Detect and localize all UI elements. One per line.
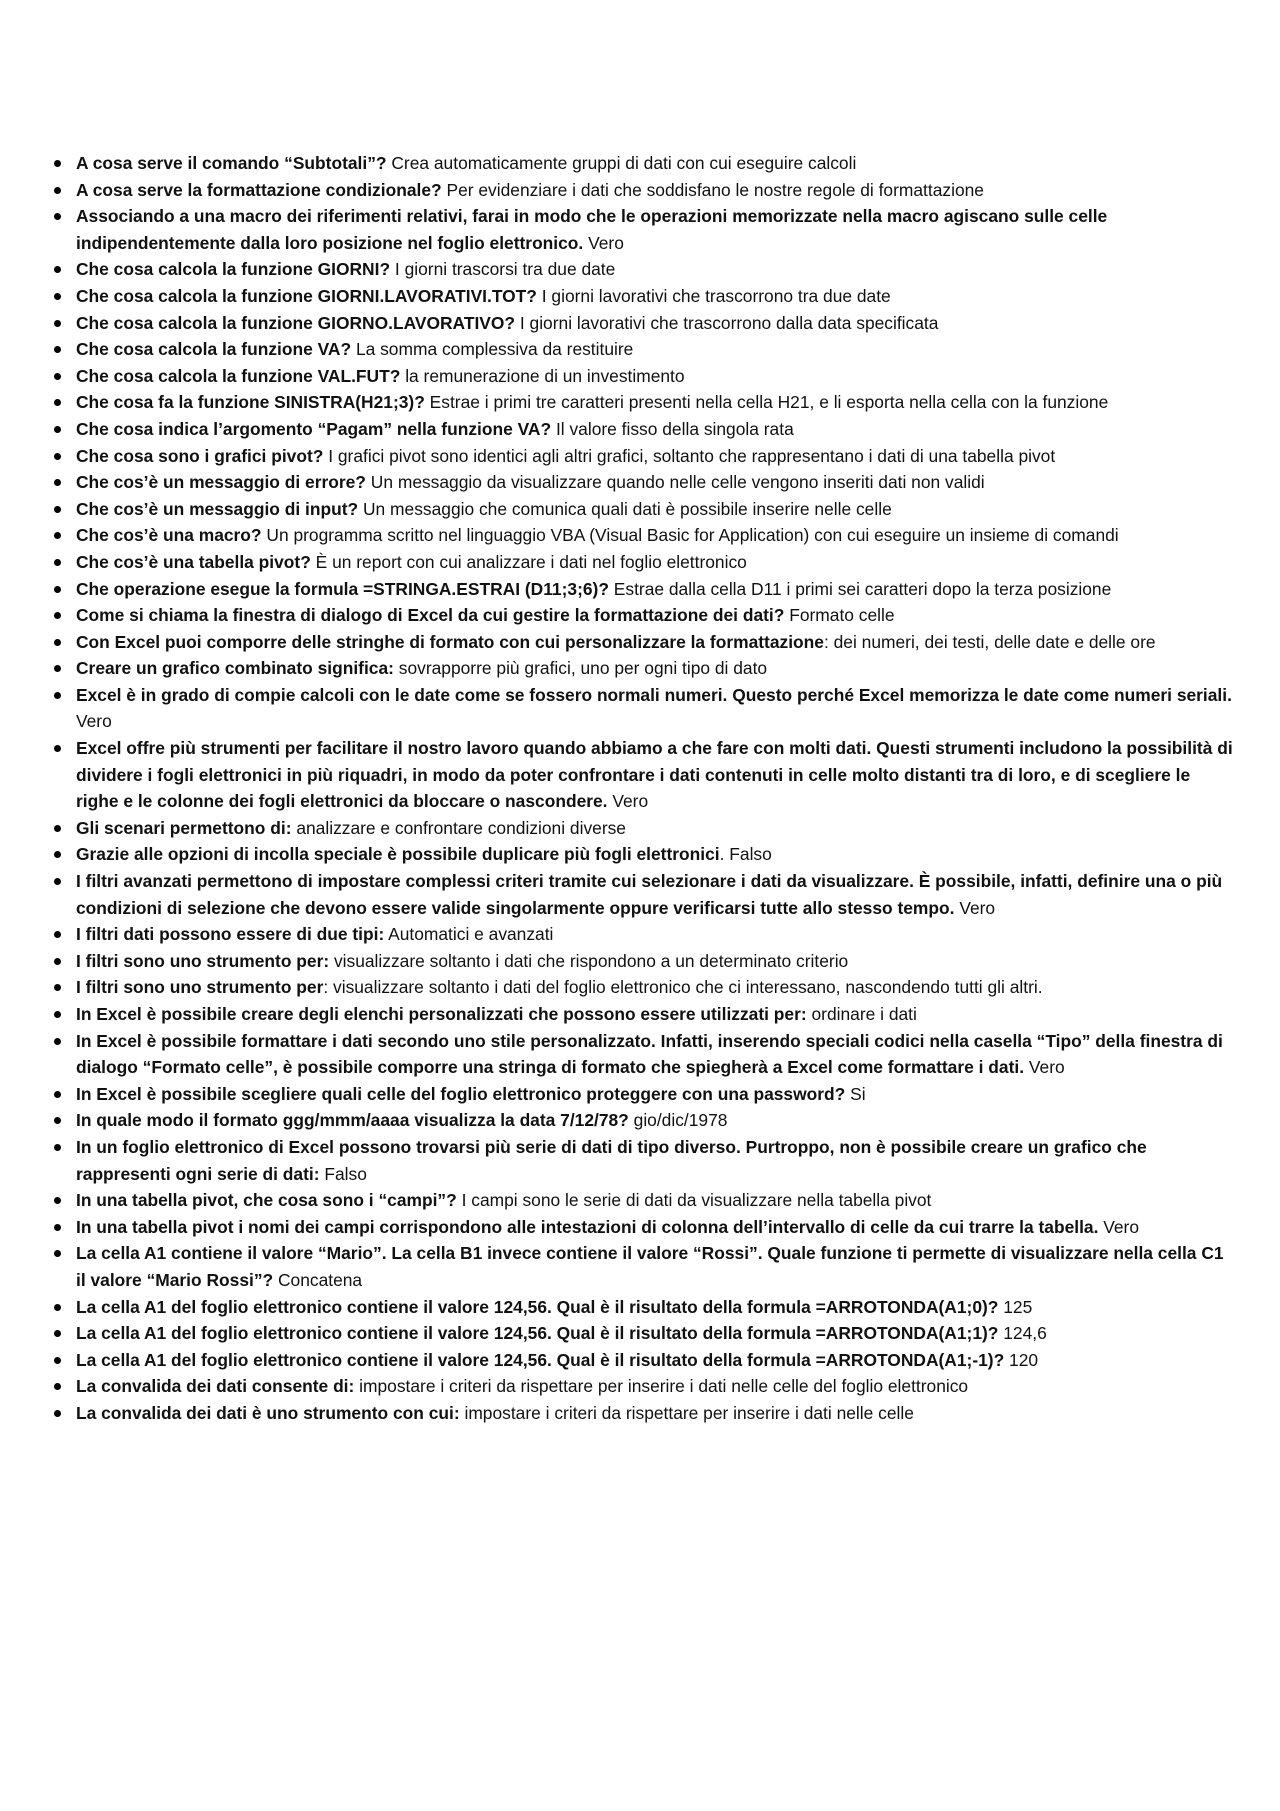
list-item [76, 177, 1236, 204]
list-item [76, 1107, 1236, 1134]
list-item [76, 655, 1236, 682]
list-item [76, 389, 1236, 416]
list-item [76, 203, 1236, 256]
list-item [76, 310, 1236, 337]
question-text: I filtri dati possono essere di due tipi: [76, 924, 385, 945]
question-text: I filtri sono uno strumento per: [76, 950, 330, 971]
list-item [76, 921, 1236, 948]
answer-text: Vero [76, 711, 112, 732]
question-text: Che cosa calcola la funzione GIORNI? [76, 259, 391, 280]
answer-text: Un messaggio da visualizzare quando nelle celle vengono inseriti dati non validi [365, 472, 985, 493]
question-text: Excel è in grado di compie calcoli con le date come se fossero normali numeri. Questo perché Excel memorizza le date come numeri seriali. [76, 684, 1232, 705]
answer-text: impostare i criteri da rispettare per inserire i dati nelle celle del foglio elettronico [354, 1376, 969, 1397]
question-text: La cella A1 del foglio elettronico contiene il valore 124,56. Qual è il risultato della formula =ARROTONDA(A1;-1)? [76, 1349, 1005, 1370]
question-text: Che cosa fa la funzione SINISTRA(H21;3)? [76, 392, 425, 413]
answer-text: sovrapporre più grafici, uno per ogni tipo di dato [393, 658, 768, 679]
answer-text: 124,6 [998, 1323, 1047, 1344]
question-text: Che operazione esegue la formula =STRINGA.ESTRAI (D11;3;6)? [76, 578, 609, 599]
list-item [76, 416, 1236, 443]
list-item [76, 443, 1236, 470]
answer-text: la remunerazione di un investimento [400, 365, 685, 386]
list-item [76, 948, 1236, 975]
list-item [76, 1028, 1236, 1081]
answer-text: analizzare e confrontare condizioni diverse [291, 817, 626, 838]
question-text: La convalida dei dati è uno strumento con cui: [76, 1402, 460, 1423]
list-item [76, 682, 1236, 735]
question-text: Excel offre più strumenti per facilitare il nostro lavoro quando abbiamo a che fare con molti dati. Questi strumenti includono la possibilità di dividere i fogli elettronici in più riquadri, in modo da poter confrontare i dati contenuti in celle molto distanti tra di loro, e di scegliere le righe e le colonne dei fogli elettronici da bloccare o nascondere. [76, 738, 1233, 812]
list-item [76, 1001, 1236, 1028]
answer-text: Vero [954, 897, 996, 918]
question-text: La cella A1 del foglio elettronico contiene il valore 124,56. Qual è il risultato della formula =ARROTONDA(A1;0)? [76, 1296, 999, 1317]
list-item [76, 256, 1236, 283]
answer-text: Vero [583, 232, 624, 253]
answer-text: 120 [1004, 1349, 1039, 1370]
list-item [76, 549, 1236, 576]
list-item [76, 1240, 1236, 1293]
question-text: La cella A1 contiene il valore “Mario”. La cella B1 invece contiene il valore “Rossi”. Quale funzione ti permette di visualizzare nella cella C1 il valore “Mario Rossi”? [76, 1243, 1224, 1290]
answer-text: Vero [1024, 1057, 1065, 1078]
answer-text: La somma complessiva da restituire [351, 339, 634, 360]
answer-text: 125 [998, 1296, 1033, 1317]
list-item [76, 1081, 1236, 1108]
question-text: Creare un grafico combinato significa: [76, 658, 394, 679]
answer-text: Crea automaticamente gruppi di dati con cui eseguire calcoli [386, 153, 857, 173]
list-item [76, 1373, 1236, 1400]
answer-text: visualizzare soltanto i dati che rispondono a un determinato criterio [329, 950, 849, 971]
list-item [76, 841, 1236, 868]
list-item [76, 815, 1236, 842]
question-text: Che cos’è una tabella pivot? [76, 551, 311, 572]
answer-text: Estrae i primi tre caratteri presenti nella cella H21, e li esporta nella cella con la funzione [424, 392, 1109, 413]
question-text: In una tabella pivot i nomi dei campi corrispondono alle intestazioni di colonna dell’intervallo di celle da cui trarre la tabella. [76, 1216, 1099, 1237]
qa-list [0, 150, 1236, 1427]
list-item [76, 336, 1236, 363]
list-item [76, 1320, 1236, 1347]
list-item [76, 1294, 1236, 1321]
question-text: Che cosa calcola la funzione VA? [76, 339, 352, 360]
question-text: In Excel è possibile formattare i dati secondo uno stile personalizzato. Infatti, inserendo speciali codici nella casella “Tipo” della finestra di dialogo “Formato celle”, è possibile comporre una stringa di formato che spiegherà a Excel come formattare i dati. [76, 1030, 1223, 1078]
question-text: Che cosa sono i grafici pivot? [76, 445, 324, 466]
question-text: In un foglio elettronico di Excel possono trovarsi più serie di dati di tipo diverso. Purtroppo, non è possibile creare un grafico che rappresenti ogni serie di dati: [76, 1136, 1147, 1184]
answer-text: gio/dic/1978 [628, 1110, 728, 1131]
list-item [76, 868, 1236, 921]
answer-text: ordinare i dati [806, 1004, 917, 1024]
list-item [76, 602, 1236, 629]
question-text: Che cosa calcola la funzione GIORNO.LAVORATIVO? [76, 312, 516, 333]
answer-text: . Falso [719, 844, 772, 865]
question-text: Che cos’è un messaggio di errore? [76, 472, 366, 493]
question-text: Come si chiama la finestra di dialogo di Excel da cui gestire la formattazione dei dati? [76, 605, 785, 626]
question-text: I filtri sono uno strumento per [76, 977, 324, 998]
answer-text: Vero [607, 791, 649, 812]
answer-text: Il valore fisso della singola rata [551, 418, 794, 439]
question-text: Grazie alle opzioni di incolla speciale è possibile duplicare più fogli elettronici [76, 844, 720, 865]
list-item [76, 150, 1236, 177]
question-text: In Excel è possibile creare degli elenchi personalizzati che possono essere utilizzati per: [76, 1004, 807, 1024]
answer-text: I grafici pivot sono identici agli altri grafici, soltanto che rappresentano i dati di una tabella pivot [323, 445, 1056, 466]
question-text: In una tabella pivot, che cosa sono i “campi”? [76, 1190, 457, 1211]
list-item [76, 1134, 1236, 1187]
answer-text: : visualizzare soltanto i dati del foglio elettronico che ci interessano, nascondendo tutti gli altri. [323, 977, 1043, 998]
question-text: In Excel è possibile scegliere quali celle del foglio elettronico proteggere con una password? [76, 1083, 846, 1104]
answer-text: Vero [1098, 1216, 1140, 1237]
answer-text: Falso [319, 1163, 367, 1184]
question-text: Che cosa calcola la funzione VAL.FUT? [76, 365, 401, 386]
answer-text: : dei numeri, dei testi, delle date e delle ore [823, 631, 1156, 652]
answer-text: Si [845, 1083, 866, 1104]
answer-text: Per evidenziare i dati che soddisfano le nostre regole di formattazione [441, 179, 984, 200]
question-text: Con Excel puoi comporre delle stringhe di formato con cui personalizzare la formattazione [76, 631, 824, 652]
list-item [76, 522, 1236, 549]
list-item [76, 469, 1236, 496]
answer-text: Concatena [273, 1269, 363, 1290]
question-text: Che cos’è un messaggio di input? [76, 498, 359, 519]
list-item [76, 735, 1236, 815]
answer-text: impostare i criteri da rispettare per inserire i dati nelle celle [459, 1402, 914, 1423]
answer-text: I giorni trascorsi tra due date [390, 259, 616, 280]
list-item [76, 496, 1236, 523]
answer-text: I giorni lavorativi che trascorrono dalla data specificata [515, 312, 939, 333]
question-text: Che cos’è una macro? [76, 525, 262, 546]
list-item [76, 576, 1236, 603]
list-item [76, 974, 1236, 1001]
question-text: In quale modo il formato ggg/mmm/aaaa visualizza la data 7/12/78? [76, 1110, 629, 1131]
question-text: Gli scenari permettono di: [76, 817, 292, 838]
answer-text: Automatici e avanzati [384, 924, 554, 945]
question-text: La cella A1 del foglio elettronico contiene il valore 124,56. Qual è il risultato della formula =ARROTONDA(A1;1)? [76, 1323, 999, 1344]
question-text: La convalida dei dati consente di: [76, 1376, 355, 1397]
answer-text: Un programma scritto nel linguaggio VBA (Visual Basic for Application) con cui eseguire un insieme di comandi [261, 525, 1119, 546]
list-item [76, 629, 1236, 656]
answer-text: Formato celle [784, 605, 895, 626]
answer-text: Un messaggio che comunica quali dati è possibile inserire nelle celle [358, 498, 892, 519]
list-item [76, 1347, 1236, 1374]
question-text: A cosa serve il comando “Subtotali”? [76, 153, 387, 173]
question-text: Che cosa indica l’argomento “Pagam” nella funzione VA? [76, 418, 552, 439]
answer-text: I campi sono le serie di dati da visualizzare nella tabella pivot [456, 1190, 932, 1211]
list-item [76, 1187, 1236, 1214]
answer-text: I giorni lavorativi che trascorrono tra due date [536, 285, 891, 306]
list-item [76, 363, 1236, 390]
question-text: Che cosa calcola la funzione GIORNI.LAVORATIVI.TOT? [76, 285, 537, 306]
answer-text: Estrae dalla cella D11 i primi sei caratteri dopo la terza posizione [608, 578, 1112, 599]
list-item [76, 1214, 1236, 1241]
answer-text: È un report con cui analizzare i dati nel foglio elettronico [310, 551, 747, 572]
question-text: Associando a una macro dei riferimenti relativi, farai in modo che le operazioni memorizzate nella macro agiscano sulle celle indipendentemente dalla loro posizione nel foglio elettronico. [76, 206, 1108, 253]
question-text: A cosa serve la formattazione condizionale? [76, 179, 442, 200]
list-item [76, 1400, 1236, 1427]
question-text: I filtri avanzati permettono di impostare complessi criteri tramite cui selezionare i dati da visualizzare. È possibile, infatti, definire una o più condizioni di selezione che devono essere valide singolarmente oppure verificarsi tutte allo stesso tempo. [76, 871, 1223, 918]
list-item [76, 283, 1236, 310]
